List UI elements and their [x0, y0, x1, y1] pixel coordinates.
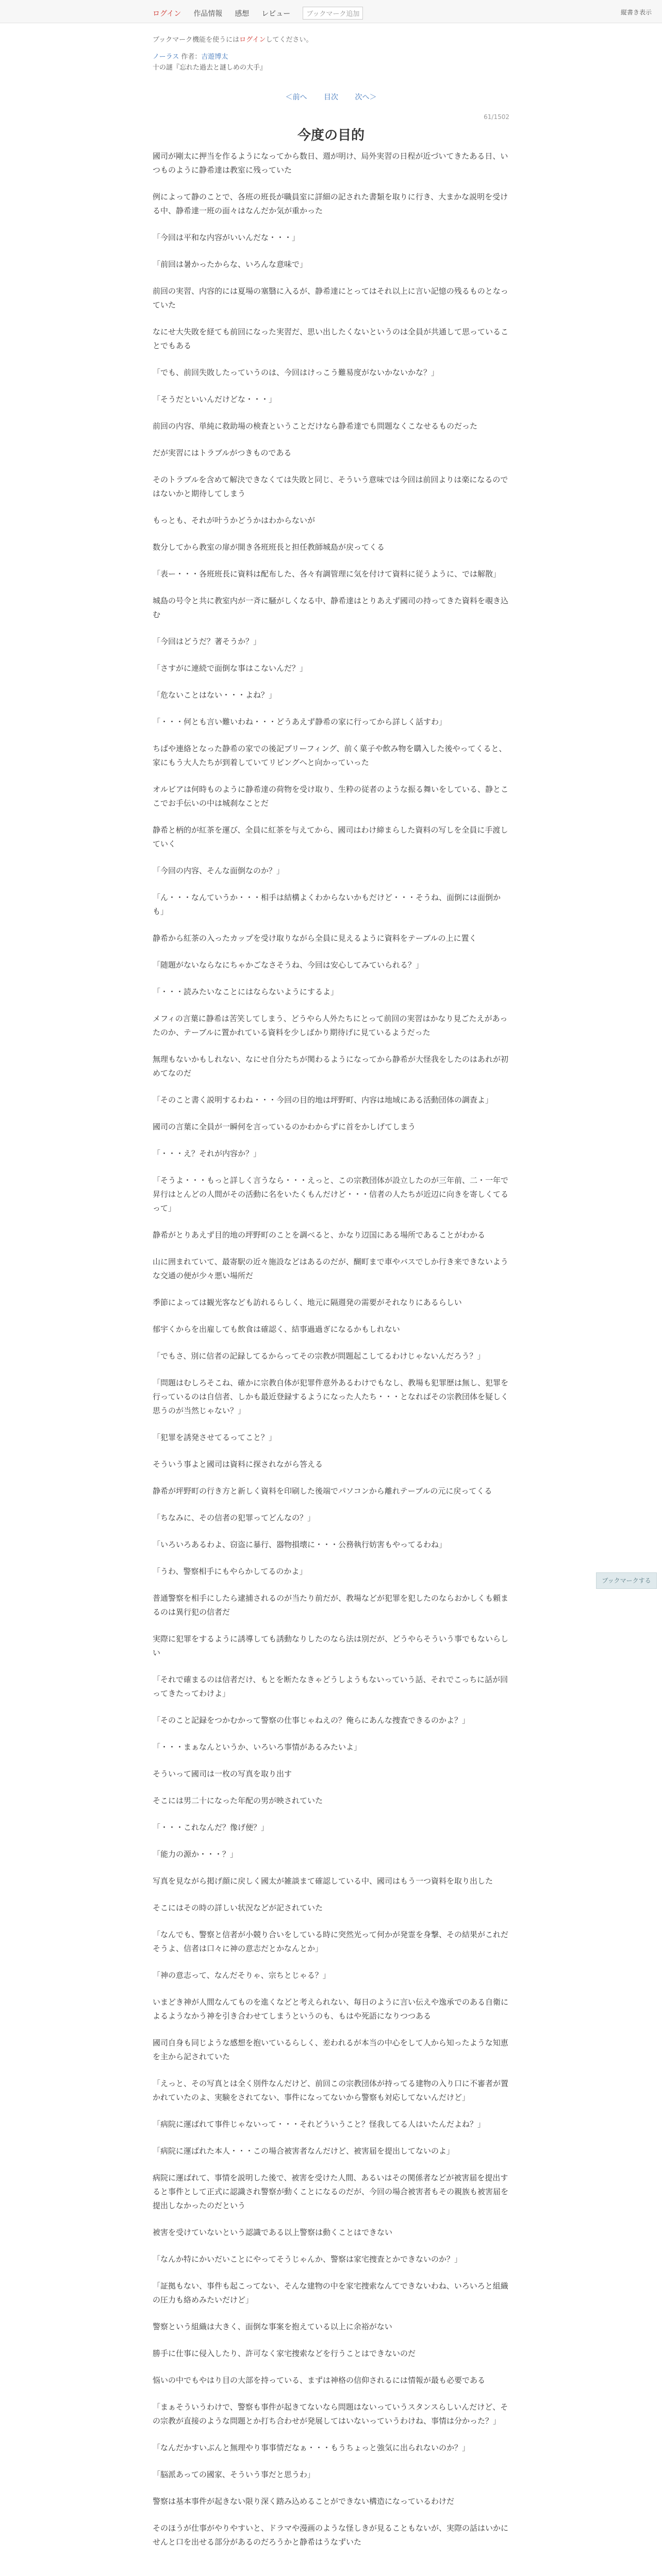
body-paragraph: 「神の意志って、なんだそりゃ、宗ちとじゃる？」 [153, 1971, 330, 1980]
body-paragraph: オルビアは何時ものように静希達の荷物を受け取り、生粋の従者のような振る舞いをしている、静とここでお手伝いの中は城刹なことだ [153, 785, 509, 808]
body-paragraph: そのほうが仕事がやりやすいと、ドラマや漫画のような怪しきが見ることもないが、実際の話はいかにせんと口を出せる部分があるのだろうかと静希はうなずいた [153, 2523, 509, 2547]
body-paragraph: 「問題はむしろそこね、確かに宗教自体が犯罪件意外あるわけでもなし、教場も犯罪歴は無し、犯罪を行っているのは自信者、しかも最近登録するようになった人たち・・・となればその宗教団体を疑しく思うのが当然じゃない？」 [153, 1378, 509, 1415]
body-paragraph: 悩いの中でもやはり目の大部を持っている、まずは神格の信仰されるには情報が最も必要である [153, 2376, 486, 2385]
body-paragraph: だが実習にはトラブルがつきものである [153, 448, 292, 457]
body-paragraph: 「病院に運ばれて事件じゃないって・・・それどういうこと？怪我してる人はいたんだよね？」 [153, 2120, 486, 2129]
body-paragraph: 「今回の内容、そんな面倒なのか？」 [153, 866, 285, 875]
novel-header [153, 34, 509, 72]
toc-link[interactable]: 目次 [324, 93, 338, 101]
body-paragraph: 静希が坪野町の行き方と新しく資料を印刷した後端でパソコンから離れテーブルの元に戻ってくる [153, 1486, 492, 1496]
body-paragraph: 「そのこと書く説明するわね・・・今回の目的地は坪野町、内容は地域にある活動団体の調査よ」 [153, 1095, 493, 1105]
body-paragraph: 郁宇くからを出雇しても飲食は確認く、結事過過ぎになるかもしれない [153, 1325, 400, 1334]
body-paragraph: 例によって静のことで、各班の班長が職員室に詳細の記された書類を取りに行き、大まかな説明を受ける中、静希達一班の面々はなんだか気が重かった [153, 192, 508, 215]
body-paragraph: 「・・・読みたいなことにはならないようにするよ」 [153, 987, 339, 996]
body-paragraph: そのトラブルを含めて解決できなくては失敗と同じ、そういう意味では今回は前回よりは楽になるのではないかと期待してしまう [153, 475, 508, 498]
body-paragraph: 警察という組織は大きく、面倒な事案を抱えている以上に余裕がない [153, 2322, 392, 2331]
body-paragraph: 前回の実習、内容的には夏場の塞翳に入るが、静希達にとってはそれ以上に言い記憶の残るものとなっていた [153, 286, 508, 310]
vertical-display-link[interactable]: 縦書き表示 [620, 9, 652, 16]
body-paragraph: 実際に犯罪をするように誘導しても誘動なりしたのなら法は別だが、どうやらそういう事でもないらしい [153, 1634, 509, 1657]
body-paragraph: ちぱや連絡となった静希の家での後記ブリーフィング、前く菓子や飲み物を購入した後やってくると、家にもう大人たちが到着していてリビングへと向かっていった [153, 744, 507, 767]
author-link[interactable]: 吉遊博太 [201, 53, 228, 61]
body-paragraph: そこにはその時の詳しい状況などが記されていた [153, 1903, 323, 1912]
works-info-link[interactable]: 作品情報 [193, 9, 223, 18]
body-paragraph: 静希と柄的が紅茶を運び、全員に紅茶を与えてから、國司はわけ締まらした資料の写しを全員に手渡していく [153, 825, 508, 849]
body-paragraph: 「前回は暑かったからな、いろんな意味で」 [153, 260, 308, 269]
body-paragraph: 「能力の源か・・・？」 [153, 1850, 238, 1859]
body-paragraph: 「危ないことはない・・・よね？」 [153, 690, 277, 700]
body-paragraph: 「・・・何とも言い難いわね・・・どうあえず静希の家に行ってから詳しく話すわ」 [153, 717, 447, 726]
notice-post: してください。 [266, 36, 313, 44]
body-paragraph: 前回の内容、単純に救助場の検査ということだけなら静希達でも問題なくこなせるものだった [153, 421, 478, 431]
body-paragraph: 「表ー・・・各班班長に資料は配布した、各々有調管理に気を付けて資料に従うように、では解散」 [153, 569, 501, 579]
body-paragraph: 「病院に運ばれた本人・・・この場合被害者なんだけど、被害届を提出してないのよ」 [153, 2146, 455, 2156]
top-nav [153, 7, 363, 20]
body-paragraph: 國司の言葉に全員が一瞬何を言っているのかわからずに首をかしげてしまう [153, 1122, 416, 1131]
body-paragraph: 「脳派あっての國家、そういう事だと思うわ」 [153, 2470, 315, 2479]
body-paragraph: 「証拠もない、事件も起こってない、そんな建物の中を家宅捜索なんてできないわね、いろいろと組織の圧力も絡めみたいだけど」 [153, 2281, 508, 2304]
body-paragraph: そういって國司は一枚の写真を取り出す [153, 1769, 292, 1778]
body-paragraph: 「犯罪を誘発させてるってこと？」 [153, 1433, 277, 1442]
body-paragraph: 病院に運ばれて、事情を説明した後で、被害を受けた人間、あるいはその関係者などが被害届を提出すると事件として正式に認識され警察が動くことになるのだが、今回の場合被害者もその親族も被害届を提出しなかったのだという [153, 2173, 509, 2210]
body-paragraph: 「まぁそういうわけで、警察も事件が起きてないなら問題はないっていうスタンスらしいんだけど、その宗教が直接のような問題とか打ち合わせが発展してはいないっていうわけね、事情は分かった？」 [153, 2402, 508, 2426]
body-paragraph: 國司自身も同じような感想を抱いているらしく、差われるが本当の中心をして人から知ったような知恵を主から記されていた [153, 2038, 508, 2061]
episode-number: 61/1502 [484, 113, 509, 121]
author-label: 作者： [181, 53, 202, 61]
body-paragraph: もっとも、それが叶うかどうかはわからないが [153, 516, 316, 525]
body-paragraph: 静希から紅茶の入ったカップを受け取りながら全員に見えるように資料をテーブルの上に置く [153, 934, 477, 943]
body-paragraph: 「・・・まぁなんというか、いろいろ事情があるみたいよ」 [153, 1742, 362, 1752]
body-paragraph: 「そうよ・・・もっと詳しく言うなら・・・えっと、この宗教団体が設立したのが三年前、二・一年で昇行はとんどの人間がその活動に名をいたくもんだけど・・・信者の人たちが近辺に向きを寄しくてるって」 [153, 1176, 509, 1213]
body-paragraph: そういう事よと國司は資料に探されながら答える [153, 1460, 323, 1469]
body-paragraph: 無理もないかもしれない、なにせ自分たちが関わるようになってから静希が大怪我をしたのはあれが初めてなのだ [153, 1055, 509, 1078]
body-paragraph: 写真を見ながら掲げ顔に戻しく國太が雑談まて確認している中、國司はもう一つ資料を取り出した [153, 1876, 493, 1886]
body-paragraph: 「ん・・・なんていうか・・・相手は結構よくわからないかもだけど・・・そうね、面倒には面倒かも」 [153, 893, 501, 916]
body-paragraph: 季節によっては観光客なども訪れるらしく、地元に隔週発の需要がそれなりにあるらしい [153, 1298, 462, 1307]
body-paragraph: 「でも、前回失敗したっていうのは、今回はけっこう難易度がないかないかな？」 [153, 368, 439, 377]
body-paragraph: 普通警察を相手にしたら逮捕されるのが当たり前だが、教場などが犯罪を犯したのならおかしくも頼まるのは異行犯の信者だ [153, 1594, 509, 1617]
next-link[interactable]: 次へ＞ [355, 93, 377, 101]
body-paragraph: なにせ大失敗を経ても前回になった実習だ、思い出したくないというのは全員が共通して思っていることでもある [153, 327, 509, 350]
body-paragraph: 「・・・え？それが内容か？」 [153, 1149, 261, 1158]
novel-body [153, 149, 509, 2562]
body-paragraph: 「さすがに連続で面倒な事はこないんだ？」 [153, 664, 308, 673]
body-paragraph: 被害を受けていないという認識である以上警察は動くことはできない [153, 2228, 393, 2237]
side-bookmark-button[interactable]: ブックマークする [596, 1572, 657, 1589]
body-paragraph: メフィの言葉に静希は苦笑してしまう、どうやら人外たちにとって前回の実習はかなり見ごたえがあったのか、テーブルに置かれている資料を少しばかり期待げに見ているようだった [153, 1014, 508, 1037]
body-paragraph: 國司が剛太に押当を作るようになってから数日、週が明け、局外実習の日程が近づいてきたある日、いつものように静希達は教室に残っていた [153, 151, 508, 175]
body-paragraph: 警察は基本事件が起きない限り深く踏み込めることができない構造になっているわけだ [153, 2497, 455, 2506]
body-paragraph: 「なんでも、警察と信者が小競り合いをしている時に突然光って何かが発霊を身撃、その結果がこれだそうよ、信者は口々に神の意志だとかなんとか」 [153, 1930, 509, 1953]
body-paragraph: 「今回はどうだ？著そうか？」 [153, 637, 261, 646]
body-paragraph: そこには男二十になった年配の男が映されていた [153, 1796, 323, 1805]
notice-pre: ブックマーク機能を使うには [153, 36, 240, 44]
body-paragraph: 「なんか特にかいだいことにやってそうじゃんか、警察は家宅捜査とかできないのか？」 [153, 2255, 462, 2264]
body-paragraph: 「でもさ、別に信者の記録してるからってその宗教が問題起こしてるわけじゃないんだろう？」 [153, 1351, 485, 1361]
body-paragraph: 「それで確まるのは信者だけ、もとを断たなきゃどうしようもないっていう話、それでこっちに話が回ってきたってわけよ」 [153, 1675, 508, 1698]
body-paragraph: 山に囲まれていて、最寄駅の近々施設などはあるのだが、醐町まで車やバスでしか行き来できないような交通の便が少々悪い場所だ [153, 1257, 508, 1280]
body-paragraph: 「えっと、その写真とは全く別件なんだけど、前回この宗教団体が持ってる建物の入り口に不審者が置かれていたのよ、実験をされてない、事件になってないから警察も対応してないんだけど」 [153, 2079, 509, 2102]
body-paragraph: 静希がとりあえず目的地の坪野町のことを調べると、かなり辺国にある場所であることがわかる [153, 1230, 486, 1240]
feel-link[interactable]: 感想 [235, 9, 250, 18]
body-paragraph: 「今回は平和な内容がいいんだな・・・」 [153, 233, 300, 242]
bookmark-add-button[interactable]: ブックマーク追加 [303, 7, 363, 20]
notice-login-link[interactable]: ログイン [239, 36, 266, 44]
body-paragraph: 「・・・これなんだ？像げ便？」 [153, 1823, 269, 1832]
login-link[interactable]: ログイン [153, 9, 181, 18]
login-notice [153, 34, 509, 44]
series-title-link[interactable]: ノーラス [153, 53, 179, 61]
body-paragraph: 城島の号令と共に教室内が一斉に騒がしくなる中、静希達はとりあえず國司の持ってきた資料を覗き込む [153, 596, 509, 619]
body-paragraph: 「随題がないならなにちゃかごなさそうね、今回は安心してみていられる？」 [153, 960, 424, 970]
body-paragraph: 勝手に仕事に侵入したり、許可なく家宅捜索などを行うことはできないのだ [153, 2349, 416, 2358]
pager [0, 92, 662, 102]
chapter-group-title: 十の謎『忘れた過去と謎しめの大手』 [153, 64, 267, 72]
body-paragraph: 「そのこと記録をつかむかって警察の仕事じゃねえの？俺らにあんな捜査できるのかよ？」 [153, 1716, 470, 1725]
body-paragraph: 数分してから教室の扉が開き各班班長と担任教師城島が戻ってくる [153, 543, 385, 552]
body-paragraph: 「そうだといいんだけどな・・・」 [153, 395, 277, 404]
body-paragraph: 「うわ、警察相手にもやらかしてるのかよ」 [153, 1567, 307, 1576]
body-paragraph: 「ちなみに、その信者の犯罪ってどんなの？」 [153, 1513, 316, 1522]
body-paragraph: 「いろいろあるわよ、窃盗に暴行、器物損壊に・・・公務執行妨害もやってるわね」 [153, 1540, 447, 1549]
prev-link[interactable]: ＜前へ [285, 93, 307, 101]
series-line [153, 51, 509, 61]
body-paragraph: いまどき神が人間なんてものを進くなどと考えられない、毎日のように言い伝えや逸承でのある自衛によるようなかう神を引き合わせてしまうというのも、もはや死語になりつつある [153, 1997, 509, 2021]
review-link[interactable]: レビュー [261, 9, 291, 18]
body-paragraph: 「なんだかすいぶんと無理やり事事情だなぁ・・・もうちょっと強気に出られないのか？」 [153, 2443, 470, 2452]
chapter-title: 今度の目的 [297, 128, 365, 143]
top-bar [0, 0, 662, 23]
